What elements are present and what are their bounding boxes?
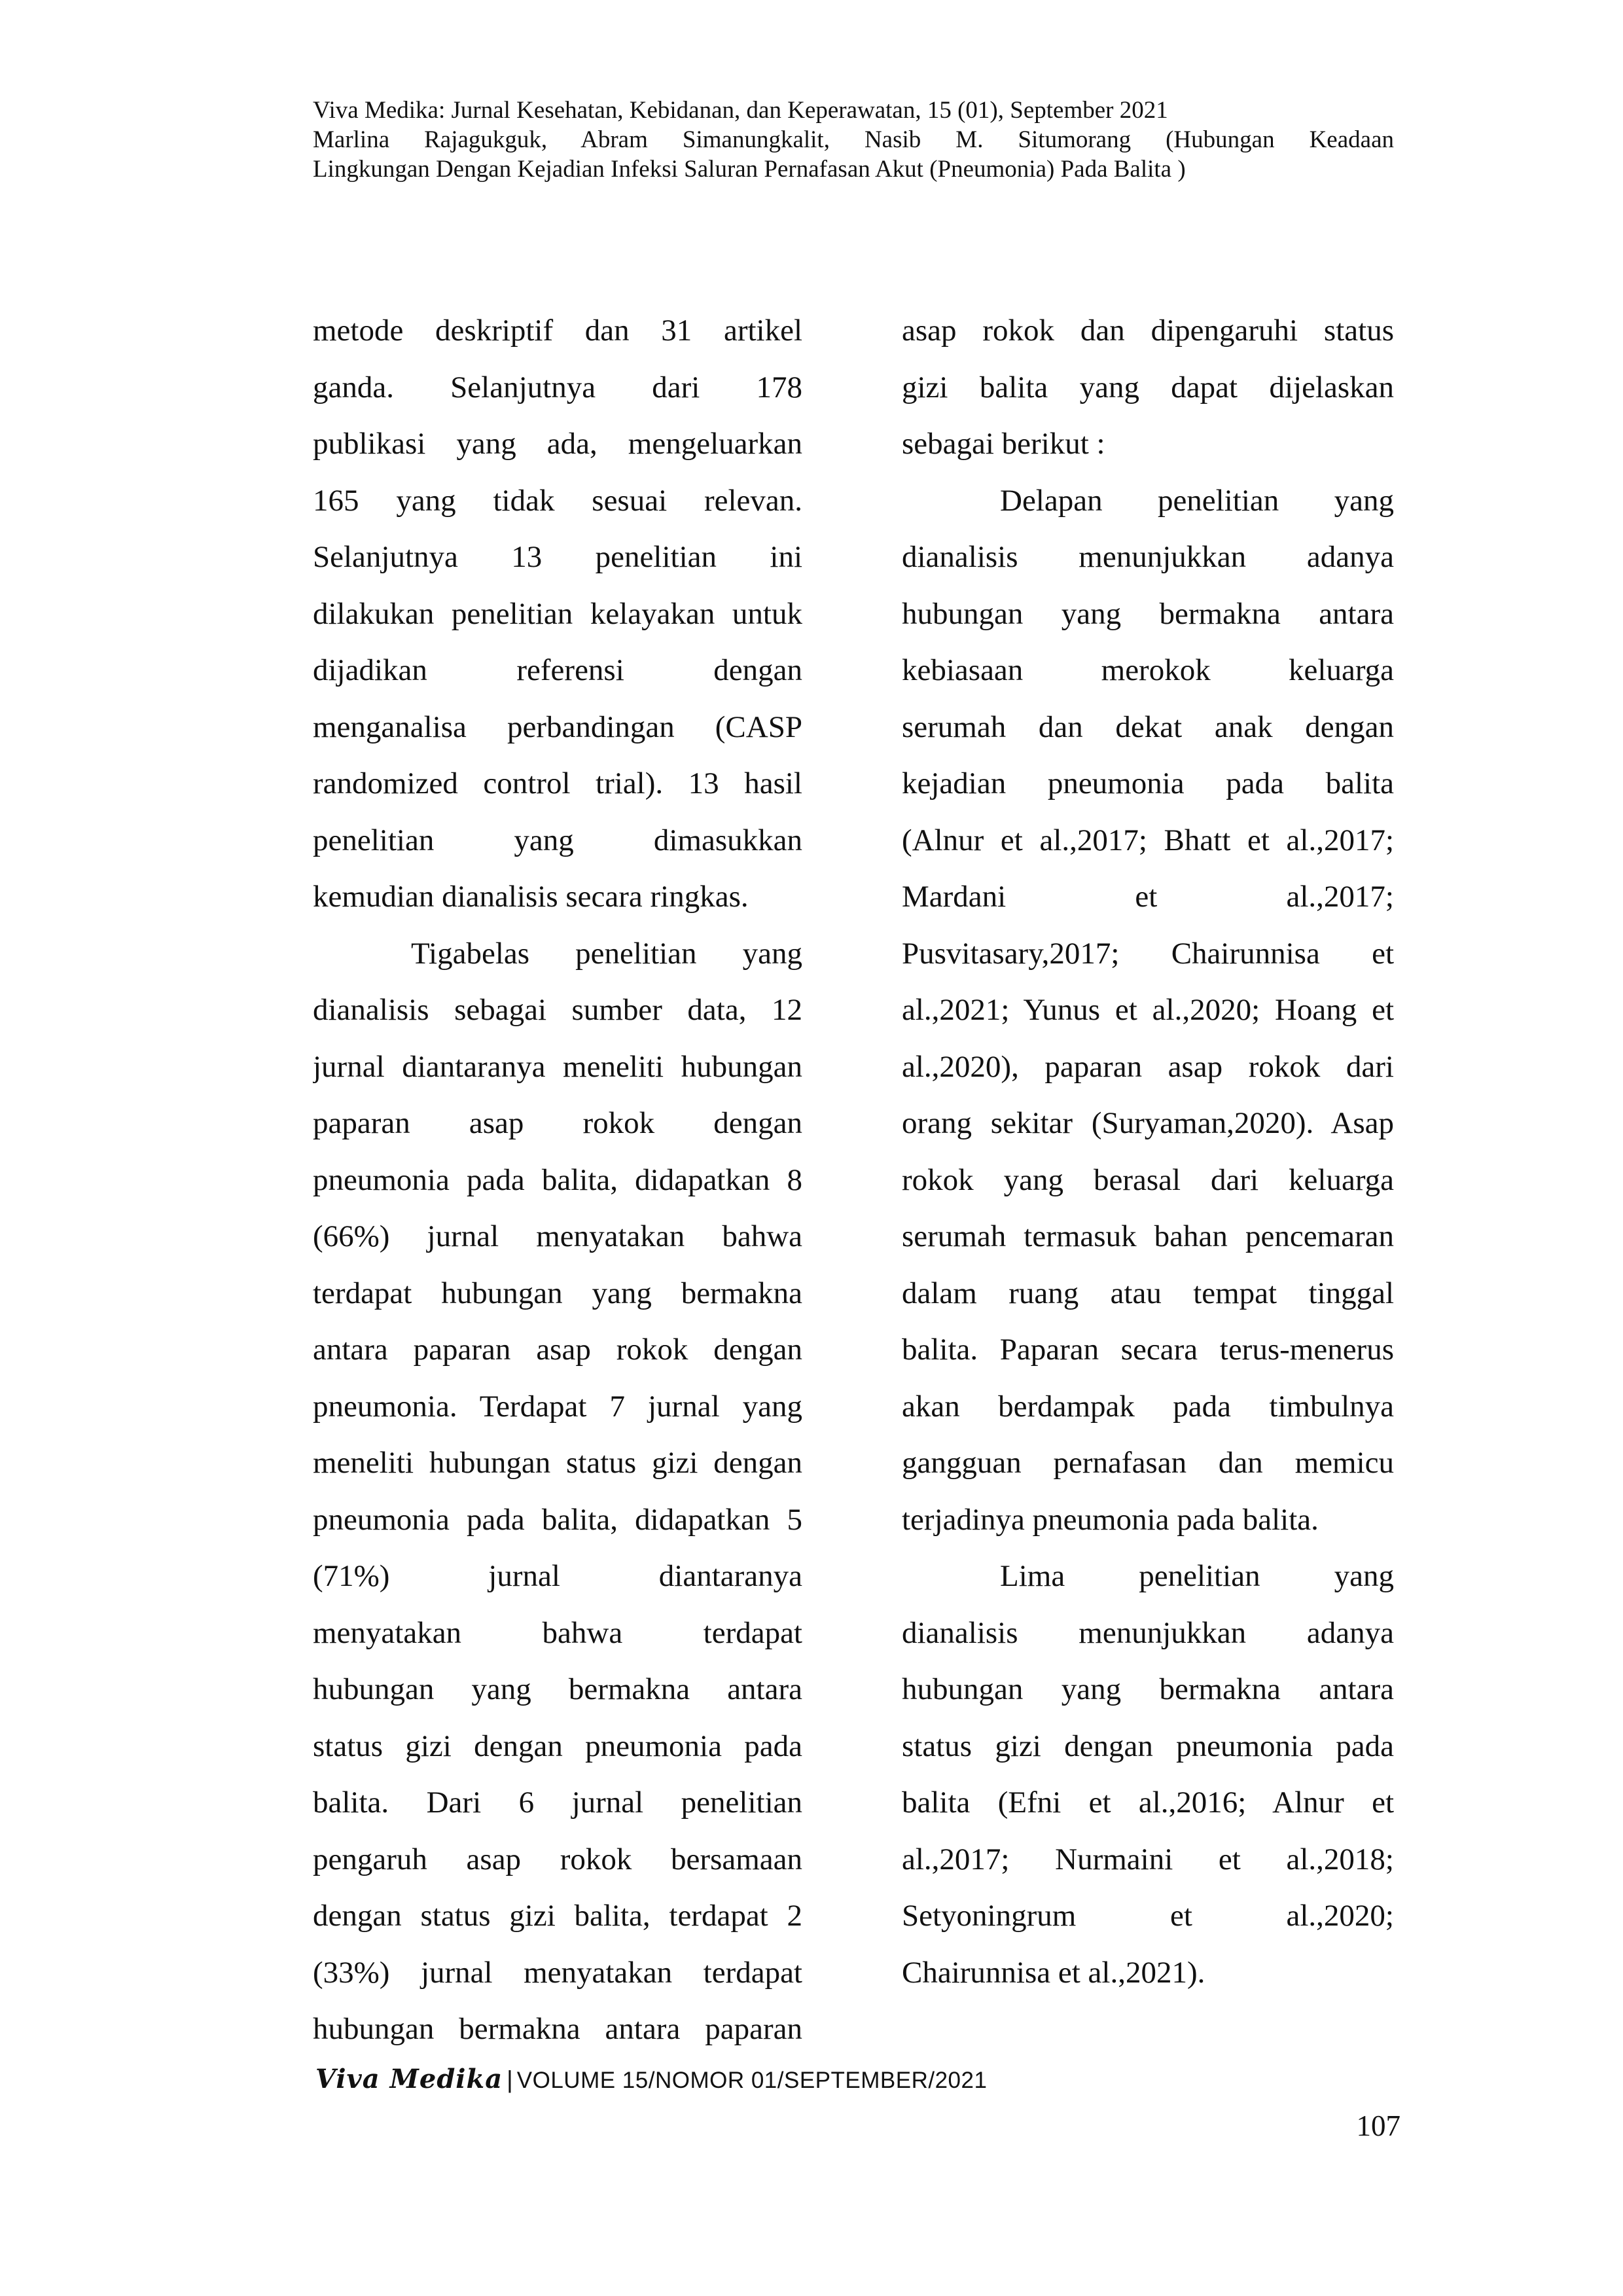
body-line: kebiasaan merokok keluarga: [902, 653, 1394, 687]
body-line: al.,2020), paparan asap rokok dari: [902, 1049, 1394, 1084]
page-footer: [315, 2063, 987, 2097]
body-line: kejadian pneumonia pada balita: [902, 766, 1394, 800]
authors-line: Marlina Rajagukguk, Abram Simanungkalit, Nasib M. Situmorang (Hubungan Keadaan: [313, 126, 1394, 153]
body-line: status gizi dengan pneumonia pada: [902, 1729, 1394, 1763]
body-line: dianalisis menunjukkan adanya: [902, 540, 1394, 574]
body-line: status gizi dengan pneumonia pada: [313, 1729, 802, 1763]
body-line: balita. Dari 6 jurnal penelitian: [313, 1785, 802, 1820]
body-line: menganalisa perbandingan (CASP: [313, 709, 802, 744]
body-line: balita (Efni et al.,2016; Alnur et: [902, 1785, 1394, 1820]
body-line: dianalisis sebagai sumber data, 12: [313, 993, 802, 1027]
body-line: al.,2021; Yunus et al.,2020; Hoang et: [902, 993, 1394, 1027]
volume-issue-label: VOLUME 15/NOMOR 01/SEPTEMBER/2021: [516, 2068, 988, 2093]
journal-brand-logo: Viva Medika: [315, 2064, 503, 2094]
body-line: Selanjutnya 13 penelitian ini: [313, 540, 802, 574]
paragraph-start-line: Tigabelas penelitian yang: [411, 936, 802, 971]
body-line: paparan asap rokok dengan: [313, 1106, 802, 1140]
body-line: Setyoningrum et al.,2020;: [902, 1899, 1394, 1933]
body-line: antara paparan asap rokok dengan: [313, 1333, 802, 1367]
body-line: (66%) jurnal menyatakan bahwa: [313, 1219, 802, 1253]
body-line: dilakukan penelitian kelayakan untuk: [313, 596, 802, 631]
body-line: gangguan pernafasan dan memicu: [902, 1446, 1394, 1480]
body-line: publikasi yang ada, mengeluarkan: [313, 427, 802, 461]
body-line: al.,2017; Nurmaini et al.,2018;: [902, 1842, 1394, 1876]
body-line: hubungan yang bermakna antara: [902, 596, 1394, 631]
body-line: pengaruh asap rokok bersamaan: [313, 1842, 802, 1876]
body-line: dalam ruang atau tempat tinggal: [902, 1276, 1394, 1310]
left-column: [313, 302, 802, 2058]
body-line: penelitian yang dimasukkan: [313, 823, 802, 857]
running-header: [313, 96, 1394, 184]
body-line: orang sekitar (Suryaman,2020). Asap: [902, 1106, 1394, 1140]
paragraph-end-line: kemudian dianalisis secara ringkas.: [313, 880, 749, 914]
body-line: menyatakan bahwa terdapat: [313, 1615, 802, 1650]
body-line: dijadikan referensi dengan: [313, 653, 802, 687]
body-line: akan berdampak pada timbulnya: [902, 1389, 1394, 1424]
body-line: dengan status gizi balita, terdapat 2: [313, 1899, 802, 1933]
body-line: metode deskriptif dan 31 artikel: [313, 314, 802, 348]
right-column: [902, 302, 1394, 2001]
body-line: asap rokok dan dipengaruhi status: [902, 314, 1394, 348]
body-line: pneumonia. Terdapat 7 jurnal yang: [313, 1389, 802, 1424]
footer-separator: |: [507, 2066, 513, 2093]
body-line: balita. Paparan secara terus-menerus: [902, 1333, 1394, 1367]
paragraph-end-line: Chairunnisa et al.,2021).: [902, 1955, 1205, 1990]
body-line: dianalisis menunjukkan adanya: [902, 1615, 1394, 1650]
body-line: (Alnur et al.,2017; Bhatt et al.,2017;: [902, 823, 1394, 857]
body-line: Pusvitasary,2017; Chairunnisa et: [902, 936, 1394, 971]
body-line: (71%) jurnal diantaranya: [313, 1559, 802, 1593]
body-line: pneumonia pada balita, didapatkan 8: [313, 1162, 802, 1197]
paragraph-end-line: terjadinya pneumonia pada balita.: [902, 1502, 1319, 1537]
body-line: hubungan yang bermakna antara: [313, 1672, 802, 1706]
body-line: hubungan yang bermakna antara: [902, 1672, 1394, 1706]
article-title-line: Lingkungan Dengan Kejadian Infeksi Saluran Pernafasan Akut (Pneumonia) Pada Balita ): [313, 156, 1186, 183]
body-line: meneliti hubungan status gizi dengan: [313, 1446, 802, 1480]
page-number: 107: [1356, 2109, 1400, 2142]
body-line: pneumonia pada balita, didapatkan 5: [313, 1502, 802, 1537]
body-line: 165 yang tidak sesuai relevan.: [313, 483, 802, 518]
paragraph-end-line: sebagai berikut :: [902, 427, 1105, 461]
body-line: randomized control trial). 13 hasil: [313, 766, 802, 800]
paragraph-start-line: Delapan penelitian yang: [1000, 483, 1394, 518]
body-line: serumah dan dekat anak dengan: [902, 709, 1394, 744]
body-line: serumah termasuk bahan pencemaran: [902, 1219, 1394, 1253]
body-line: hubungan bermakna antara paparan: [313, 2012, 802, 2046]
body-line: gizi balita yang dapat dijelaskan: [902, 370, 1394, 404]
body-line: ganda. Selanjutnya dari 178: [313, 370, 802, 404]
body-line: (33%) jurnal menyatakan terdapat: [313, 1955, 802, 1990]
body-line: jurnal diantaranya meneliti hubungan: [313, 1049, 802, 1084]
paragraph-start-line: Lima penelitian yang: [1000, 1559, 1394, 1593]
body-line: terdapat hubungan yang bermakna: [313, 1276, 802, 1310]
body-line: Mardani et al.,2017;: [902, 880, 1394, 914]
journal-citation-line: Viva Medika: Jurnal Kesehatan, Kebidanan, dan Keperawatan, 15 (01), September 2021: [313, 97, 1168, 124]
body-line: rokok yang berasal dari keluarga: [902, 1162, 1394, 1197]
